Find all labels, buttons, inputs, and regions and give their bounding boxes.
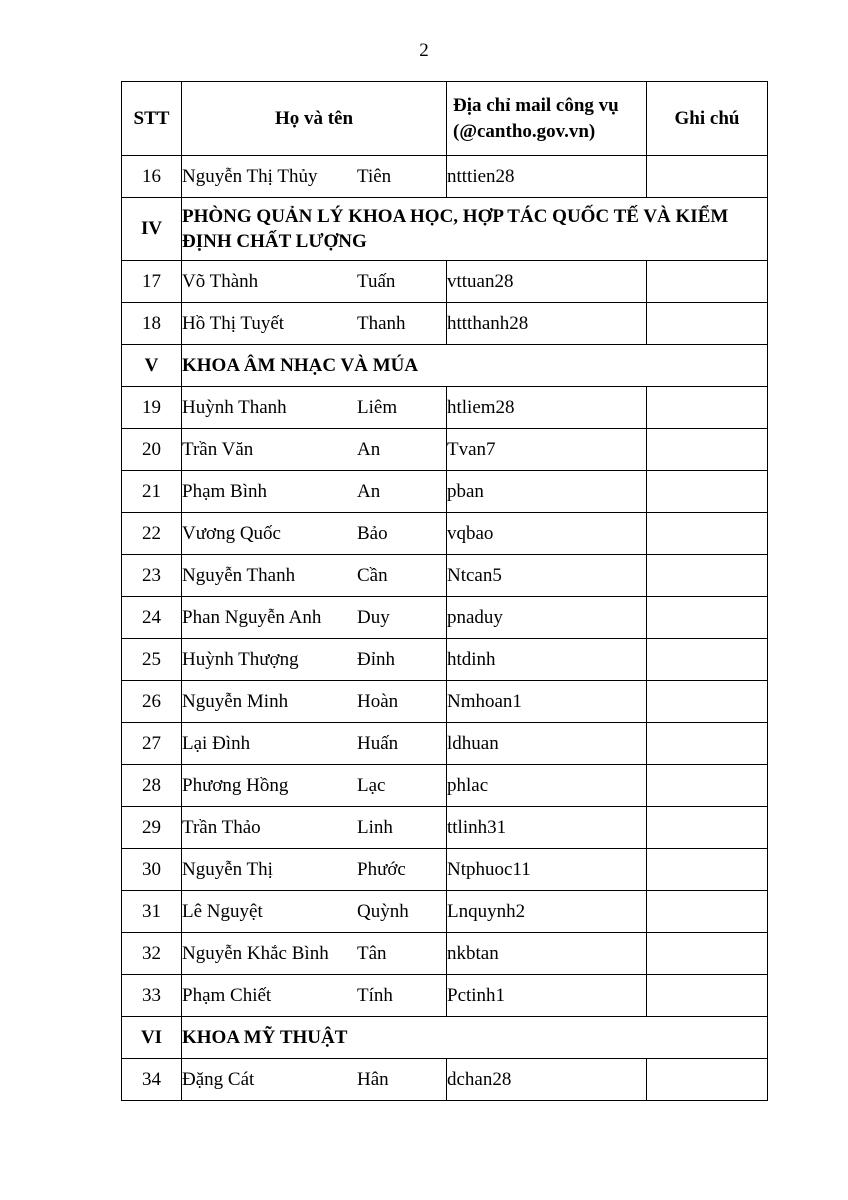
last-middle-name: Trần Thảo <box>182 816 261 838</box>
section-title: PHÒNG QUẢN LÝ KHOA HỌC, HỢP TÁC QUỐC TẾ VÀ KIỂM ĐỊNH CHẤT LƯỢNG <box>182 198 768 261</box>
header-mail-line2: (@cantho.gov.vn) <box>453 120 596 142</box>
table-row <box>122 156 768 198</box>
full-name-cell <box>182 723 447 765</box>
table-row <box>122 597 768 639</box>
note-cell <box>647 723 768 765</box>
page-number: 2 <box>419 40 429 61</box>
row-number: 18 <box>122 303 182 345</box>
full-name-cell <box>182 555 447 597</box>
note-cell <box>647 261 768 303</box>
table-row <box>122 471 768 513</box>
row-number: 23 <box>122 555 182 597</box>
note-cell <box>647 765 768 807</box>
full-name <box>182 733 446 755</box>
row-number: 25 <box>122 639 182 681</box>
last-middle-name: Phạm Bình <box>182 480 267 502</box>
first-name: An <box>357 438 381 460</box>
header-name: Họ và tên <box>182 82 447 156</box>
note-cell <box>647 429 768 471</box>
last-middle-name: Lê Nguyệt <box>182 900 263 922</box>
full-name <box>182 271 446 293</box>
note-cell <box>647 1059 768 1101</box>
row-number: 27 <box>122 723 182 765</box>
note-cell <box>647 156 768 198</box>
email-cell: vqbao <box>447 513 647 555</box>
email-cell: pban <box>447 471 647 513</box>
row-number: 32 <box>122 933 182 975</box>
last-middle-name: Phan Nguyễn Anh <box>182 606 322 628</box>
staff-email-table <box>121 81 768 1101</box>
last-middle-name: Lại Đình <box>182 732 251 754</box>
full-name <box>182 439 446 461</box>
table-row <box>122 513 768 555</box>
table-row <box>122 807 768 849</box>
row-number: 34 <box>122 1059 182 1101</box>
note-cell <box>647 849 768 891</box>
last-middle-name: Phạm Chiết <box>182 984 272 1006</box>
full-name-cell <box>182 1059 447 1101</box>
row-number: 31 <box>122 891 182 933</box>
first-name: Huấn <box>357 732 399 754</box>
note-cell <box>647 639 768 681</box>
section-title: KHOA MỸ THUẬT <box>182 1017 768 1059</box>
first-name: An <box>357 480 381 502</box>
section-number: IV <box>122 198 182 261</box>
row-number: 16 <box>122 156 182 198</box>
last-middle-name: Vương Quốc <box>182 522 281 544</box>
section-title: KHOA ÂM NHẠC VÀ MÚA <box>182 345 768 387</box>
full-name-cell <box>182 765 447 807</box>
full-name-cell <box>182 891 447 933</box>
full-name-cell <box>182 303 447 345</box>
note-cell <box>647 891 768 933</box>
full-name <box>182 817 446 839</box>
row-number: 26 <box>122 681 182 723</box>
header-stt: STT <box>122 82 182 156</box>
full-name-cell <box>182 429 447 471</box>
full-name-cell <box>182 471 447 513</box>
email-cell: pnaduy <box>447 597 647 639</box>
full-name <box>182 985 446 1007</box>
section-number: VI <box>122 1017 182 1059</box>
full-name <box>182 607 446 629</box>
full-name <box>182 523 446 545</box>
note-cell <box>647 933 768 975</box>
email-cell: httthanh28 <box>447 303 647 345</box>
note-cell <box>647 387 768 429</box>
last-middle-name: Huỳnh Thượng <box>182 648 299 670</box>
table-row <box>122 261 768 303</box>
last-middle-name: Trần Văn <box>182 438 254 460</box>
full-name-cell <box>182 597 447 639</box>
full-name <box>182 565 446 587</box>
note-cell <box>647 471 768 513</box>
full-name-cell <box>182 156 447 198</box>
section-row <box>122 198 768 261</box>
last-middle-name: Nguyễn Thị <box>182 858 273 880</box>
last-middle-name: Nguyễn Khắc Bình <box>182 942 329 964</box>
last-middle-name: Võ Thành <box>182 270 259 292</box>
note-cell <box>647 513 768 555</box>
note-cell <box>647 555 768 597</box>
first-name: Quỳnh <box>357 900 409 922</box>
table-row <box>122 849 768 891</box>
full-name <box>182 649 446 671</box>
row-number: 22 <box>122 513 182 555</box>
table-row <box>122 975 768 1017</box>
full-name-cell <box>182 975 447 1017</box>
last-middle-name: Hồ Thị Tuyết <box>182 312 285 334</box>
full-name-cell <box>182 639 447 681</box>
row-number: 28 <box>122 765 182 807</box>
first-name: Linh <box>357 816 393 838</box>
first-name: Tiên <box>357 165 392 187</box>
full-name-cell <box>182 849 447 891</box>
table-row <box>122 387 768 429</box>
full-name <box>182 691 446 713</box>
row-number: 29 <box>122 807 182 849</box>
note-cell <box>647 681 768 723</box>
row-number: 21 <box>122 471 182 513</box>
full-name-cell <box>182 513 447 555</box>
email-cell: Ntphuoc11 <box>447 849 647 891</box>
note-cell <box>647 807 768 849</box>
table-row <box>122 1059 768 1101</box>
full-name <box>182 166 446 188</box>
email-cell: Lnquynh2 <box>447 891 647 933</box>
email-cell: htliem28 <box>447 387 647 429</box>
email-cell: dchan28 <box>447 1059 647 1101</box>
email-cell: Nmhoan1 <box>447 681 647 723</box>
table-row <box>122 303 768 345</box>
note-cell <box>647 597 768 639</box>
first-name: Tuấn <box>357 270 396 292</box>
first-name: Tân <box>357 942 387 964</box>
first-name: Cần <box>357 564 388 586</box>
table-row <box>122 891 768 933</box>
email-cell: phlac <box>447 765 647 807</box>
first-name: Duy <box>357 606 390 628</box>
table-row <box>122 555 768 597</box>
note-cell <box>647 303 768 345</box>
full-name <box>182 901 446 923</box>
full-name-cell <box>182 933 447 975</box>
full-name <box>182 1069 446 1091</box>
table-row <box>122 765 768 807</box>
table-row <box>122 723 768 765</box>
full-name <box>182 775 446 797</box>
email-cell: htdinh <box>447 639 647 681</box>
row-number: 17 <box>122 261 182 303</box>
first-name: Đỉnh <box>357 648 395 670</box>
table-header-row <box>122 82 768 156</box>
full-name <box>182 397 446 419</box>
row-number: 20 <box>122 429 182 471</box>
row-number: 19 <box>122 387 182 429</box>
first-name: Bảo <box>357 522 388 544</box>
last-middle-name: Nguyễn Thanh <box>182 564 296 586</box>
full-name-cell <box>182 807 447 849</box>
full-name <box>182 313 446 335</box>
row-number: 33 <box>122 975 182 1017</box>
row-number: 30 <box>122 849 182 891</box>
table-row <box>122 639 768 681</box>
email-cell: Ntcan5 <box>447 555 647 597</box>
section-number: V <box>122 345 182 387</box>
note-cell <box>647 975 768 1017</box>
first-name: Hân <box>357 1068 389 1090</box>
last-middle-name: Huỳnh Thanh <box>182 396 287 418</box>
email-cell: ntttien28 <box>447 156 647 198</box>
table-row <box>122 681 768 723</box>
last-middle-name: Đặng Cát <box>182 1068 255 1090</box>
table-row <box>122 429 768 471</box>
full-name <box>182 481 446 503</box>
last-middle-name: Phương Hồng <box>182 774 289 796</box>
table-body <box>122 156 768 1101</box>
first-name: Phước <box>357 858 406 880</box>
first-name: Liêm <box>357 396 398 418</box>
email-cell: Tvan7 <box>447 429 647 471</box>
header-mail-line1: Địa chỉ mail công vụ <box>453 94 619 116</box>
first-name: Thanh <box>357 312 406 334</box>
email-cell: vttuan28 <box>447 261 647 303</box>
last-middle-name: Nguyễn Minh <box>182 690 289 712</box>
email-cell: ttlinh31 <box>447 807 647 849</box>
section-row <box>122 345 768 387</box>
full-name <box>182 859 446 881</box>
email-cell: Pctinh1 <box>447 975 647 1017</box>
header-note: Ghi chú <box>647 82 768 156</box>
full-name-cell <box>182 261 447 303</box>
first-name: Hoàn <box>357 690 399 712</box>
first-name: Lạc <box>357 774 386 796</box>
header-mail <box>447 82 647 156</box>
section-row <box>122 1017 768 1059</box>
row-number: 24 <box>122 597 182 639</box>
full-name-cell <box>182 681 447 723</box>
table-row <box>122 933 768 975</box>
full-name-cell <box>182 387 447 429</box>
first-name: Tính <box>357 984 393 1006</box>
full-name <box>182 943 446 965</box>
email-cell: ldhuan <box>447 723 647 765</box>
last-middle-name: Nguyễn Thị Thủy <box>182 165 318 187</box>
email-cell: nkbtan <box>447 933 647 975</box>
